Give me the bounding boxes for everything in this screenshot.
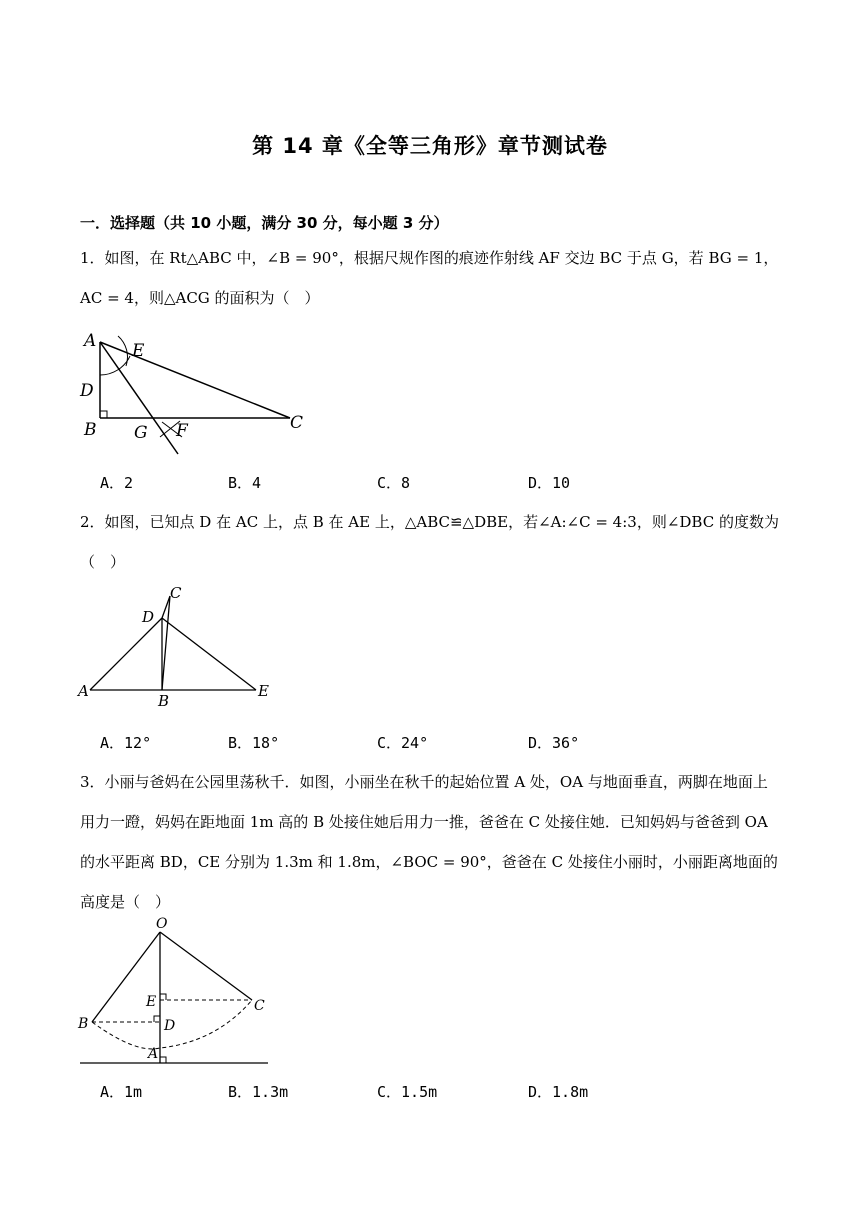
q1-label-g: G (134, 423, 148, 443)
q2-option-b[interactable]: B．18° (228, 734, 280, 752)
q3-label-d: D (164, 1018, 176, 1034)
section-heading: 一．选择题（共 10 小题，满分 30 分，每小题 3 分） (80, 214, 449, 232)
question-3-text: 3．小丽与爸妈在公园里荡秋千．如图，小丽坐在秋千的起始位置 A 处，OA 与地面垂直，两脚在地面上用力一蹬，妈妈在距地面 1m 高的 B 处接住她后用力一推，爸爸在 C 处接住她．已知妈妈与爸爸到 OA 的水平距离 BD，CE 分别为 1.3m 和 1.8m，∠BOC = 90°，爸爸在 C 处接住小丽时，小丽距离地面的高度是（ ） (80, 773, 778, 911)
q3-option-d[interactable]: D．1.8m (528, 1083, 589, 1101)
q3-label-c: C (254, 998, 265, 1014)
question-2-text: 2．如图，已知点 D 在 AC 上，点 B 在 AE 上，△ABC≌△DBE，若∠A:∠C = 4:3，则∠DBC 的度数为（ ） (80, 513, 779, 571)
q3-label-e: E (146, 994, 157, 1010)
q1-label-d: D (80, 381, 94, 401)
q3-option-a[interactable]: A．1m (100, 1083, 143, 1101)
q3-option-b[interactable]: B．1.3m (228, 1083, 289, 1101)
q2-label-c: C (170, 584, 182, 602)
q2-option-a[interactable]: A．12° (100, 734, 152, 752)
q1-option-d[interactable]: D．10 (528, 474, 571, 492)
q2-option-c[interactable]: C．24° (377, 734, 429, 752)
q1-label-f: F (176, 421, 188, 441)
q2-label-a: A (78, 682, 89, 700)
question-3-figure (76, 914, 276, 1070)
q1-option-a[interactable]: A．2 (100, 474, 134, 492)
q2-option-d[interactable]: D．36° (528, 734, 580, 752)
q1-label-b: B (84, 420, 97, 440)
q1-label-a: A (84, 331, 97, 351)
q2-label-e: E (258, 682, 269, 700)
q1-label-c: C (290, 413, 304, 433)
q3-label-a: A (148, 1046, 159, 1062)
q1-label-e: E (132, 341, 145, 361)
question-2-figure (76, 580, 276, 710)
q3-option-c[interactable]: C．1.5m (377, 1083, 438, 1101)
question-1-figure (76, 326, 316, 462)
q1-option-c[interactable]: C．8 (377, 474, 411, 492)
q1-option-b[interactable]: B．4 (228, 474, 262, 492)
q3-label-o: O (156, 916, 168, 932)
question-1-text: 1．如图，在 Rt△ABC 中，∠B = 90°，根据尺规作图的痕迹作射线 AF 交边 BC 于点 G，若 BG = 1，AC = 4，则△ACG 的面积为（ ） (80, 249, 779, 307)
page-title: 第 14 章《全等三角形》章节测试卷 (252, 134, 608, 158)
q2-label-d: D (142, 608, 155, 626)
q3-label-b: B (78, 1016, 89, 1032)
q2-label-b: B (158, 692, 170, 710)
